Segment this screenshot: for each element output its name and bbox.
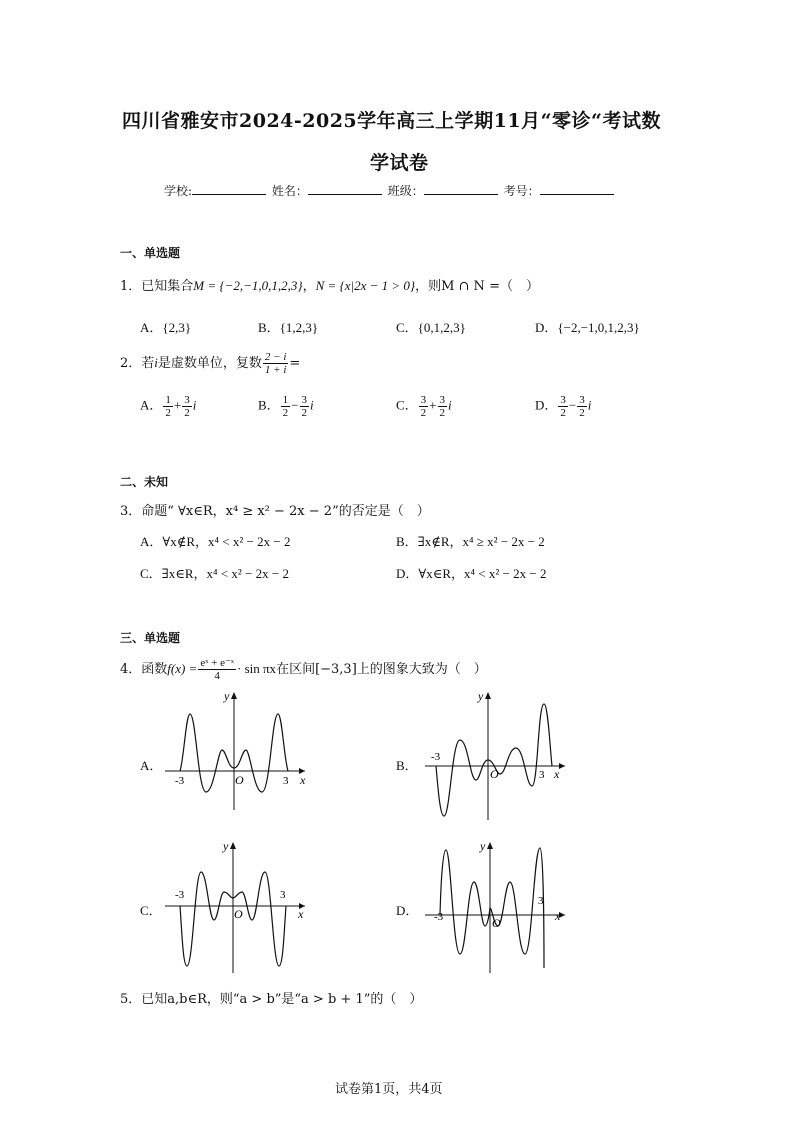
q2-d-frac1-den: 2 <box>560 407 566 419</box>
section-heading-1: 一、单选题 <box>120 246 181 260</box>
q2-fraction-den: 1 + i <box>264 364 287 376</box>
q2-option-b-label: B． <box>258 397 280 413</box>
q2-a-i: i <box>192 397 197 413</box>
q1-sep: ， <box>302 279 316 294</box>
q2-option-b <box>258 394 314 419</box>
q2-a-frac2-num: 3 <box>184 394 190 406</box>
q2-a-op: + <box>173 397 182 413</box>
q2-a-frac1-den: 2 <box>165 407 171 419</box>
q2-c-frac1-den: 2 <box>420 407 427 419</box>
class-label: 班级： <box>387 184 424 198</box>
x-label: x <box>298 907 304 921</box>
q4-graph-b <box>420 688 570 823</box>
y-label: y <box>478 689 484 703</box>
q1-prefix: 1．已知集合 <box>120 279 194 294</box>
section-heading-3: 三、单选题 <box>120 631 181 645</box>
q2-c-frac2-num: 3 <box>439 394 446 406</box>
q4-graph-c <box>160 838 310 976</box>
x-label: x <box>300 773 306 787</box>
number-blank <box>540 182 614 195</box>
q1-option-c: C．{0,1,2,3} <box>396 320 466 335</box>
q2-b-frac1-num: 1 <box>282 394 289 406</box>
q1-option-b: B．{1,2,3} <box>258 320 319 335</box>
pos3-label: 3 <box>538 895 544 907</box>
q2-d-i: i <box>587 397 592 413</box>
page-title: 四川省雅安市2024-2025学年高三上学期11月“零诊“考试数 <box>122 110 661 132</box>
q2-prefix: 2．若 <box>120 356 155 371</box>
pos3-label: 3 <box>280 889 286 901</box>
q2-d-frac2-num: 3 <box>579 394 585 406</box>
q2-option-a-label: A． <box>140 397 163 413</box>
q4-graph-a <box>160 688 310 813</box>
y-axis-arrow-icon <box>231 692 237 699</box>
question-2-stem <box>120 351 300 376</box>
origin-label: O <box>235 773 244 787</box>
class-blank <box>424 182 498 195</box>
q2-option-d-label: D． <box>535 397 558 413</box>
q4-fx: f(x) = <box>167 661 198 676</box>
q2-fraction <box>263 351 288 376</box>
y-label: y <box>224 689 230 703</box>
curve <box>440 848 544 968</box>
y-axis-arrow-icon <box>487 842 493 849</box>
name-blank <box>308 182 382 195</box>
school-blank <box>192 182 266 195</box>
curve <box>436 704 552 816</box>
q2-b-i: i <box>310 397 314 413</box>
q4-option-b-label: B． <box>396 758 418 773</box>
neg3-label: -3 <box>434 911 444 923</box>
q2-d-frac1-num: 3 <box>560 394 566 406</box>
q4-prefix: 4．函数 <box>120 662 168 677</box>
q1-set-M: M = {−2,−1,0,1,2,3} <box>193 278 303 293</box>
origin-label: O <box>234 907 243 921</box>
q4-tail: · sin πx <box>236 661 277 676</box>
x-label: x <box>554 767 560 781</box>
q2-option-c-label: C． <box>396 397 418 413</box>
q2-b-op: − <box>291 397 299 413</box>
q3-option-d: D．∀x∈R，x⁴ < x² − 2x − 2 <box>396 566 547 581</box>
q4-fraction-den: 4 <box>214 670 220 682</box>
student-info-line <box>164 182 616 199</box>
question-4-stem <box>120 657 487 682</box>
q2-option-d <box>535 394 591 419</box>
q2-i: i <box>154 355 158 370</box>
origin-label: O <box>492 916 501 930</box>
q2-c-frac1-num: 3 <box>420 394 427 406</box>
q2-a-frac1-num: 1 <box>165 394 171 406</box>
question-5-stem: 5．已知a,b∈R，则“a > b”是“a > b + 1”的（ ） <box>120 992 423 1007</box>
page-title-line2: 学试卷 <box>370 152 429 174</box>
q1-set-N: N = {x|2x − 1 > 0} <box>315 278 416 293</box>
q4-option-c-label: C． <box>140 903 162 918</box>
q2-b-frac2-den: 2 <box>301 407 308 419</box>
x-axis-arrow-icon <box>559 763 565 769</box>
question-3-stem: 3．命题“ ∀x∈R，x⁴ ≥ x² − 2x − 2”的否定是（ ） <box>120 504 430 519</box>
q2-c-op: + <box>429 397 437 413</box>
q2-b-frac1-den: 2 <box>282 407 289 419</box>
q4-fraction-num: eˣ + e⁻ˣ <box>200 657 234 669</box>
pos3-label: 3 <box>539 769 545 781</box>
q4-option-a-label: A． <box>140 758 163 773</box>
q2-eq: = <box>289 356 301 371</box>
q2-a-frac2-den: 2 <box>184 407 190 419</box>
q2-d-frac2-den: 2 <box>579 407 585 419</box>
q2-mid: 是虚数单位，复数 <box>157 356 262 371</box>
number-label: 考号： <box>503 184 540 198</box>
q2-c-i: i <box>448 397 452 413</box>
q3-option-a: A．∀x∉R，x⁴ < x² − 2x − 2 <box>140 534 291 549</box>
q2-d-op: − <box>568 397 577 413</box>
q1-suffix: ，则M ∩ N =（ ） <box>415 279 539 294</box>
section-heading-2: 二、未知 <box>120 475 169 489</box>
name-label: 姓名： <box>271 184 308 198</box>
q4-fraction <box>198 657 236 682</box>
q4-suffix: 在区间[−3,3]上的图象大致为（ ） <box>276 662 487 677</box>
origin-label: O <box>490 767 499 781</box>
q4-option-d-label: D． <box>396 903 419 918</box>
y-axis-arrow-icon <box>230 842 236 849</box>
q2-fraction-num: 2 − i <box>264 351 287 363</box>
y-label: y <box>480 839 486 853</box>
neg3-label: -3 <box>175 775 185 787</box>
q2-option-c <box>396 394 452 419</box>
neg3-label: -3 <box>431 751 441 763</box>
y-label: y <box>223 839 229 853</box>
q2-c-frac2-den: 2 <box>439 407 446 419</box>
q4-graph-d <box>420 838 570 976</box>
school-label: 学校: <box>164 184 193 198</box>
q2-option-a <box>140 394 196 419</box>
q3-option-b: B．∃x∉R，x⁴ ≥ x² − 2x − 2 <box>396 534 545 549</box>
page-footer: 试卷第1页，共4页 <box>335 1082 443 1097</box>
question-1-stem <box>120 275 539 294</box>
x-label: x <box>555 909 561 923</box>
q3-option-c: C．∃x∈R，x⁴ < x² − 2x − 2 <box>140 566 289 581</box>
neg3-label: -3 <box>175 889 185 901</box>
q2-b-frac2-num: 3 <box>301 394 308 406</box>
q1-option-d: D．{−2,−1,0,1,2,3} <box>535 320 640 335</box>
q1-option-a: A．{2,3} <box>140 320 192 335</box>
pos3-label: 3 <box>283 775 289 787</box>
y-axis-arrow-icon <box>485 692 491 699</box>
